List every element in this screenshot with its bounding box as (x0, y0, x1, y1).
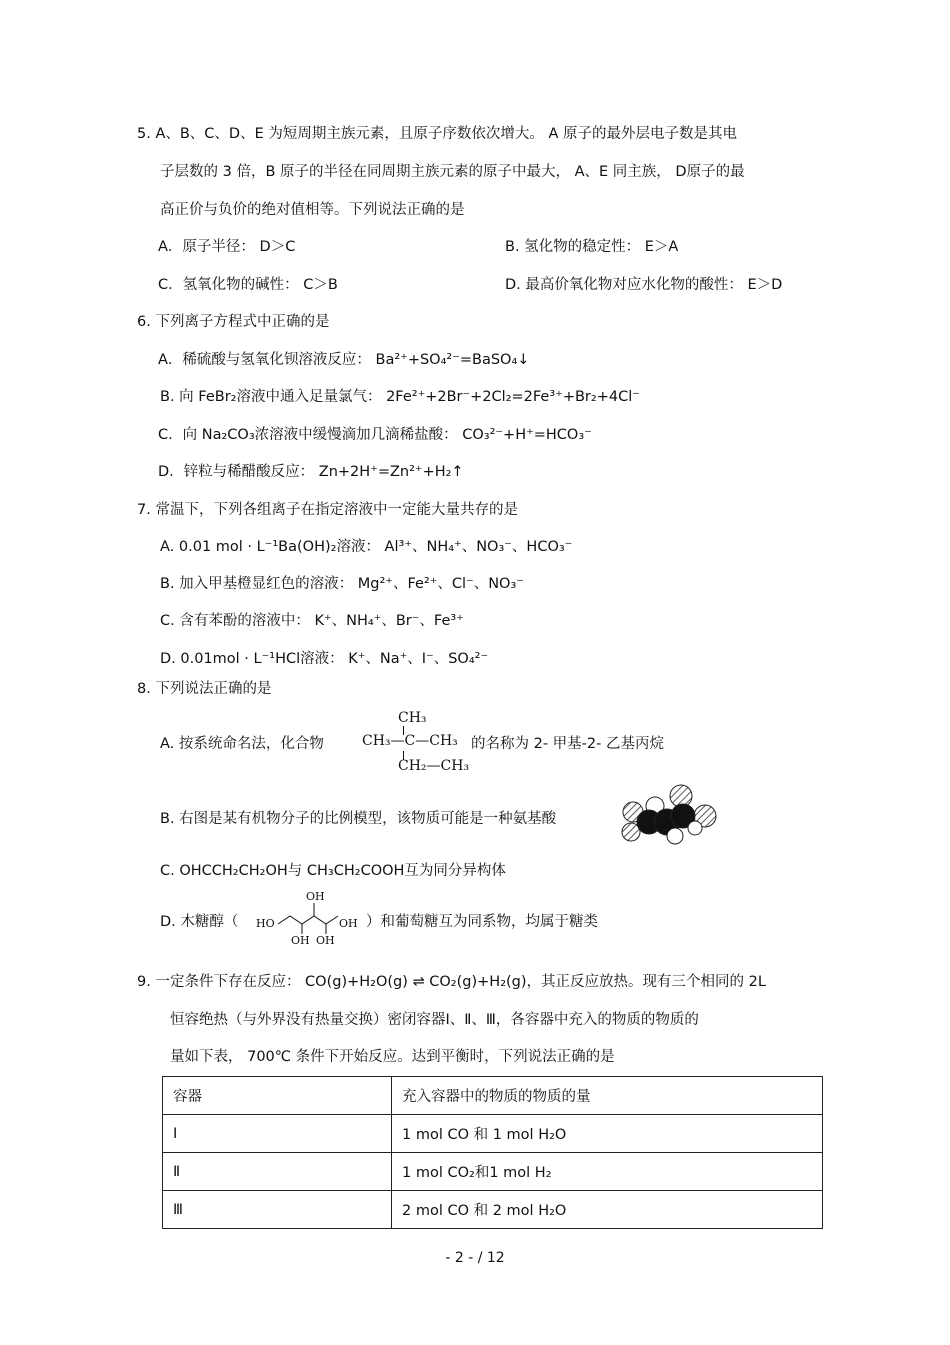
q7-option-b: B. 加入甲基橙显红色的溶液： Mg²⁺、Fe²⁺、Cl⁻、NO₃⁻ (160, 576, 524, 592)
xylitol-oh-bottom-2: OH (316, 934, 335, 947)
q5-stem-line1: 5. A、B、C、D、E 为短周期主族元素，且原子序数依次增大。 A 原子的最外层电子数是其电 (137, 126, 738, 142)
xylitol-ho-left: HO (256, 917, 275, 930)
q6-option-c: C．向 Na₂CO₃浓溶液中缓慢滴加几滴稀盐酸： CO₃²⁻+H⁺=HCO₃⁻ (158, 427, 592, 443)
q9-stem-line2: 恒容绝热（与外界没有热量交换）密闭容器Ⅰ、Ⅱ、Ⅲ，各容器中充入的物质的物质的 (170, 1012, 699, 1028)
q7-option-c: C. 含有苯酚的溶液中： K⁺、NH₄⁺、Br⁻、Fe³⁺ (160, 613, 464, 629)
q9-stem-line3: 量如下表， 700℃ 条件下开始反应。达到平衡时，下列说法正确的是 (170, 1049, 615, 1065)
q8-option-d-prefix: D. 木糖醇（ (160, 914, 239, 930)
q8-option-a-prefix: A. 按系统命名法，化合物 (160, 736, 324, 752)
q6-stem: 6. 下列离子方程式中正确的是 (137, 314, 330, 330)
table-cell: Ⅰ (163, 1115, 392, 1153)
xylitol-oh-top: OH (306, 890, 325, 903)
table-row (163, 1191, 823, 1229)
q6-option-b: B. 向 FeBr₂溶液中通入足量氯气： 2Fe²⁺+2Br⁻+2Cl₂=2Fe³⁺+Br₂+4Cl⁻ (160, 389, 640, 405)
q7-option-d: D. 0.01mol · L⁻¹HCl溶液： K⁺、Na⁺、I⁻、SO₄²⁻ (160, 651, 489, 667)
struct-main-chain: CH₃—C—CH₃ (362, 733, 458, 749)
xylitol-oh-bottom-1: OH (291, 934, 310, 947)
q8-option-a-suffix: 的名称为 2- 甲基-2- 乙基丙烷 (471, 736, 664, 752)
struct-top-group: CH₃ (398, 710, 427, 726)
q8-option-c: C. OHCCH₂CH₂OH与 CH₃CH₂COOH互为同分异构体 (160, 863, 506, 879)
page-number: - 2 - / 12 (445, 1250, 505, 1266)
q7-stem: 7. 常温下，下列各组离子在指定溶液中一定能大量共存的是 (137, 502, 518, 518)
table-cell: 2 mol CO 和 2 mol H₂O (392, 1191, 823, 1229)
q8-option-b: B. 右图是某有机物分子的比例模型，该物质可能是一种氨基酸 (160, 811, 557, 827)
xylitol-oh-right: OH (339, 917, 358, 930)
q8-stem: 8. 下列说法正确的是 (137, 681, 272, 697)
container-table (162, 1076, 823, 1229)
xylitol-structure (256, 890, 364, 950)
table-cell: 1 mol CO₂和1 mol H₂ (392, 1153, 823, 1191)
table-header-row (163, 1077, 823, 1115)
q5-stem-line2: 子层数的 3 倍，B 原子的半径在同周期主族元素的原子中最大， A、E 同主族， D原子的最 (160, 164, 745, 180)
table-header-cell: 充入容器中的物质的物质的量 (392, 1077, 823, 1115)
q9-stem-line1: 9. 一定条件下存在反应： CO(g)+H₂O(g) ⇌ CO₂(g)+H₂(g)，其正反应放热。现有三个相同的 2L (137, 974, 766, 990)
q8-option-d-suffix: ）和葡萄糖互为同系物，均属于糖类 (366, 914, 598, 930)
table-row (163, 1115, 823, 1153)
q6-option-a: A．稀硫酸与氢氧化钡溶液反应： Ba²⁺+SO₄²⁻=BaSO₄↓ (158, 352, 530, 368)
table-cell: 1 mol CO 和 1 mol H₂O (392, 1115, 823, 1153)
table-cell: Ⅱ (163, 1153, 392, 1191)
q5-option-c: C．氢氧化物的碱性： C＞B (158, 277, 338, 293)
q5-stem-line3: 高正价与负价的绝对值相等。下列说法正确的是 (160, 202, 465, 218)
q7-option-a: A. 0.01 mol · L⁻¹Ba(OH)₂溶液： Al³⁺、NH₄⁺、NO₃⁻、HCO₃⁻ (160, 539, 573, 555)
table-header-cell: 容器 (163, 1077, 392, 1115)
q5-option-b: B. 氢化物的稳定性： E＞A (505, 239, 679, 255)
table-row (163, 1153, 823, 1191)
q6-option-d: D．锌粒与稀醋酸反应： Zn+2H⁺=Zn²⁺+H₂↑ (158, 464, 464, 480)
q5-option-d: D. 最高价氧化物对应水化物的酸性： E＞D (505, 277, 783, 293)
space-filling-model-image (615, 782, 725, 850)
table-cell: Ⅲ (163, 1191, 392, 1229)
structural-formula-2-2-dimethylbutane (360, 708, 470, 778)
struct-bottom-group: CH₂—CH₃ (398, 758, 470, 774)
q5-option-a: A．原子半径： D＞C (158, 239, 296, 255)
